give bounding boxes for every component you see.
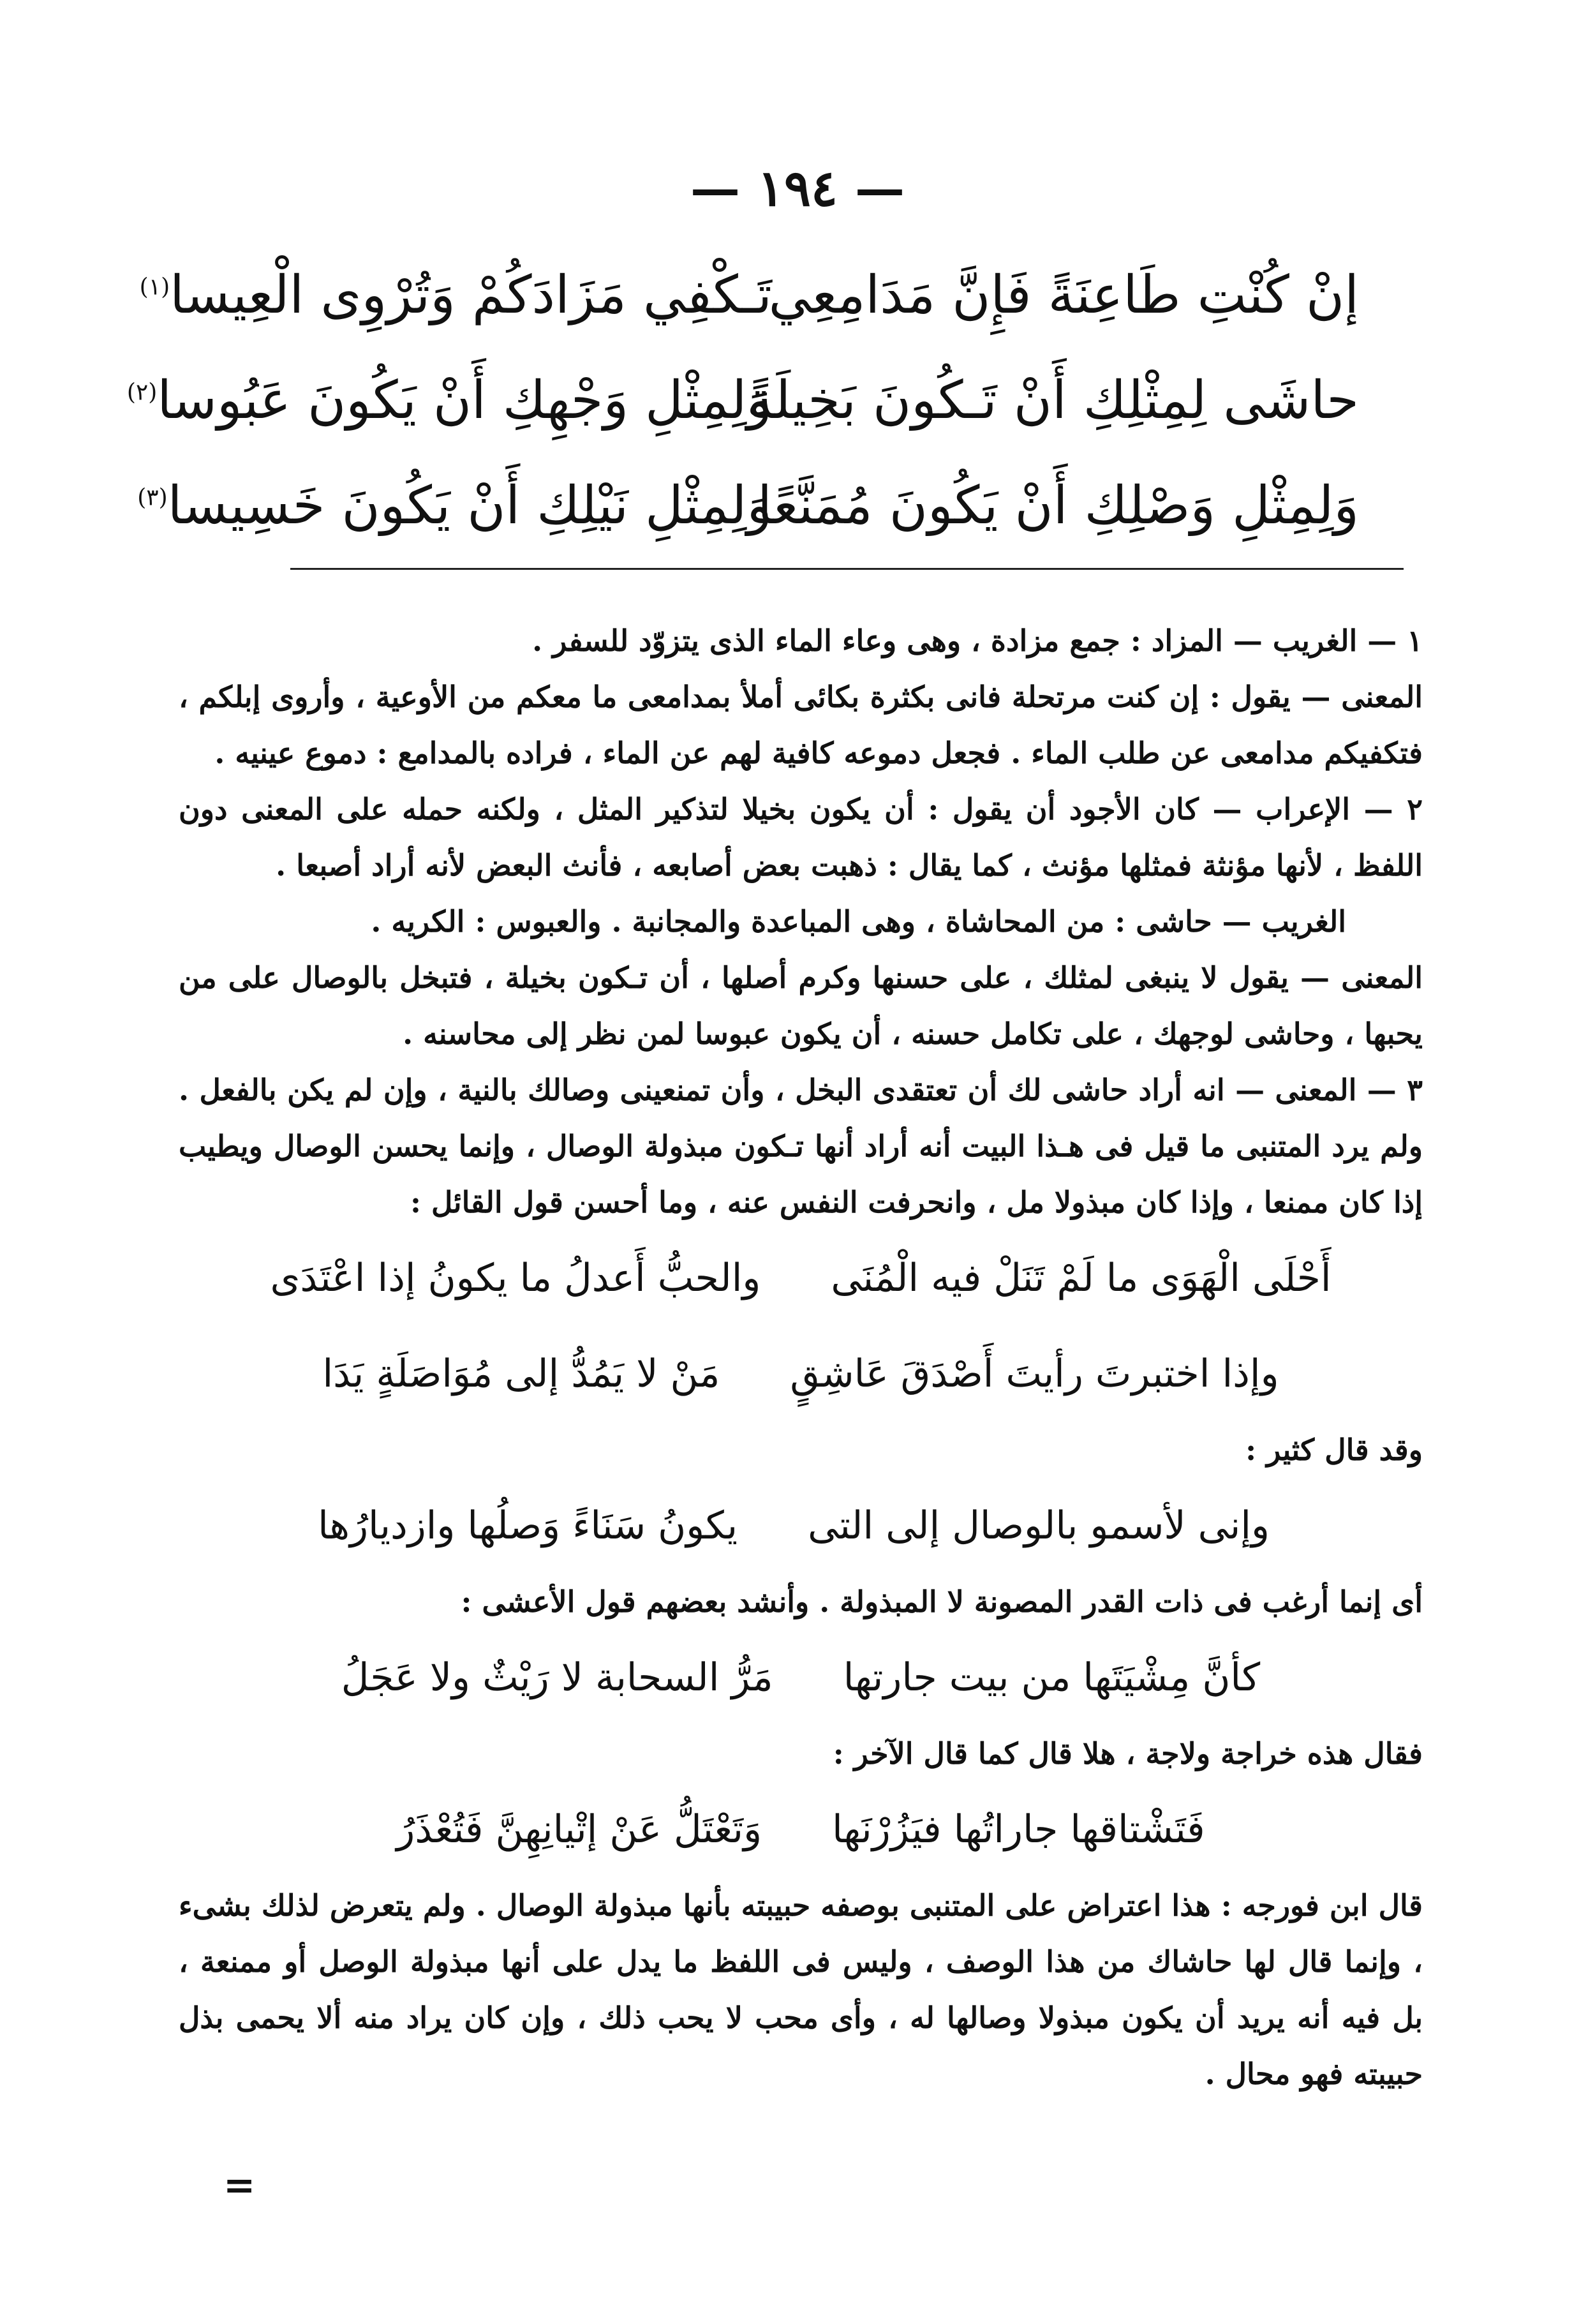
poem-hemistich-second [139, 265, 772, 325]
note-remark: فقال هذه خراجة ولاجة ، هلا قال كما قال الآخر : [833, 1736, 1423, 1771]
quoted-verse [179, 1326, 1423, 1422]
poem-hemistich-first: وَلِمِثْلِ وَصْلِكِ أَنْ يَكُونَ مُمَنَّعًا [757, 475, 1359, 536]
quoted-hemistich: يكونُ سَنَاءً وَصلُها وازديارُها [318, 1503, 738, 1548]
quoted-hemistich: وإذا اختبرتَ رأيتَ أَصْدَقَ عَاشِقٍ [790, 1352, 1279, 1396]
note-meaning-1: المعنى — يقول : إن كنت مرتحلة فانى بكثرة بكائى أملأ بمدامعى ما معكم من الأوعية ، وأروى إبلكم ، فتكفيكم مدامعى عن طلب الماء . فجعل دموعه كافية لهم عن الماء ، فراده بالمدامع : دموع عينيه . [179, 680, 1423, 770]
end-mark: = [223, 2163, 256, 2208]
quoted-hemistich: مَنْ لا يَمُدُّ إلى مُوَاصَلَةٍ يَدَا [322, 1352, 720, 1396]
footnote-marker: (٣) [137, 484, 168, 511]
footnote-divider [290, 568, 1404, 570]
poem-block [126, 242, 1359, 558]
poem-line [126, 348, 1359, 453]
quoted-hemistich: أَحْلَى الْهَوَى ما لَمْ تَنَلْ فيه الْمُنَى [831, 1256, 1332, 1300]
quoted-hemistich: فَتَشْتاقها جاراتُها فيَزُرْنَها [832, 1807, 1205, 1852]
poem-hemistich-first: إنْ كُنْتِ طَاعِنَةً فَإِنَّ مَدَامِعِي [768, 265, 1359, 325]
quoted-hemistich: والحبُّ أَعدلُ ما يكونُ إذا اعْتَدَى [270, 1256, 761, 1300]
poem-line [139, 242, 1359, 348]
poem-line [137, 453, 1359, 558]
quoted-hemistich: وإنى لأسمو بالوصال إلى التى [808, 1503, 1270, 1548]
quoted-verse [179, 1630, 1423, 1725]
quoted-hemistich: وَتَعْتَلُّ عَنْ إتْيانِهِنَّ فَتُعْذَرُ [396, 1807, 762, 1852]
quoted-verse [179, 1782, 1423, 1877]
poem-hemistich-second [126, 370, 772, 431]
note-meaning-3: ٣ — المعنى — انه أراد حاشى لك أن تعتقدى البخل ، وأن تمنعينى وصالك بالنية ، وإن لم يكن بالفعل . ولم يرد المتنبى ما قيل فى هـذا البيت أنه أراد أنها تـكون مبذولة الوصال ، وإنما يحسن الوصال ويطيب إذا كان ممنعا ، وإذا كان مبذولا مل ، وانحرفت النفس عنه ، وما أحسن قول القائل : [179, 1073, 1423, 1219]
page-number: — ١٩٤ — [690, 160, 905, 218]
footnote-marker: (٢) [126, 379, 158, 406]
footnote-marker: (١) [139, 274, 170, 301]
note-ibn-furraja: قال ابن فورجه : هذا اعتراض على المتنبى بوصفه حبيبته بأنها مبذولة الوصال . ولم يتعرض لذلك بشىء ، وإنما قال لها حاشاك من هذا الوصف ، وليس فى اللفظ ما يدل على أنها مبذولة الوصل أو ممنعة ، بل فيه أنه يريد أن يكون مبذولا وصالها له ، وأى محب لا يحب ذلك ، وإن كان يراد منه ألا يحمى بذل حبيبته فهو محال . [179, 1888, 1423, 2091]
note-grammar-2: ٢ — الإعراب — كان الأجود أن يقول : أن يكون بخيلا لتذكير المثل ، ولكنه حمله على المعنى دون اللفظ ، لأنها مؤنثة فمثلها مؤنث ، كما يقال : ذهبت بعض أصابعه ، فأنث البعض لأنه أراد أصبعا . [179, 792, 1423, 883]
quoted-hemistich: مَرُّ السحابة لا رَيْثٌ ولا عَجَلُ [341, 1655, 773, 1700]
quoted-verse [179, 1230, 1423, 1326]
note-meaning-2: المعنى — يقول لا ينبغى لمثلك ، على حسنها وكرم أصلها ، أن تـكون بخيلة ، فتبخل بالوصال على من يحبها ، وحاشى لوجهك ، على تكامل حسنه ، أن يكون عبوسا لمن نظر إلى محاسنه . [179, 960, 1423, 1051]
note-explanation: أى إنما أرغب فى ذات القدر المصونة لا المبذولة . وأنشد بعضهم قول الأعشى : [461, 1584, 1423, 1619]
quoted-verse [179, 1478, 1423, 1574]
poem-hemistich-text: وَلِمِثْلِ وَجْهِكِ أَنْ يَكُونَ عَبُوسا [157, 370, 772, 431]
note-gloss-1: ١ — الغريب — المزاد : جمع مزادة ، وهى وعاء الماء الذى يتزوّد للسفر . [532, 623, 1423, 658]
quoted-hemistich: كأنَّ مِشْيَتَها من بيت جارتها [843, 1655, 1261, 1700]
poem-hemistich-text: وَلِمِثْلِ نَيْلِكِ أَنْ يَكُونَ خَسِيسا [167, 475, 772, 536]
note-gloss-2: الغريب — حاشى : من المحاشاة ، وهى المباعدة والمجانبة . والعبوس : الكريه . [371, 904, 1346, 939]
poem-hemistich-text: تَـكْفِي مَزَادَكُمْ وَتُرْوِى الْعِيسا [170, 265, 772, 325]
poem-hemistich-first: حاشَى لِمِثْلِكِ أَنْ تَـكُونَ بَخِيلَةً [746, 370, 1359, 431]
commentary [179, 613, 1423, 2102]
note-attribution: وقد قال كثير : [1245, 1433, 1423, 1467]
poem-hemistich-second [137, 475, 772, 536]
